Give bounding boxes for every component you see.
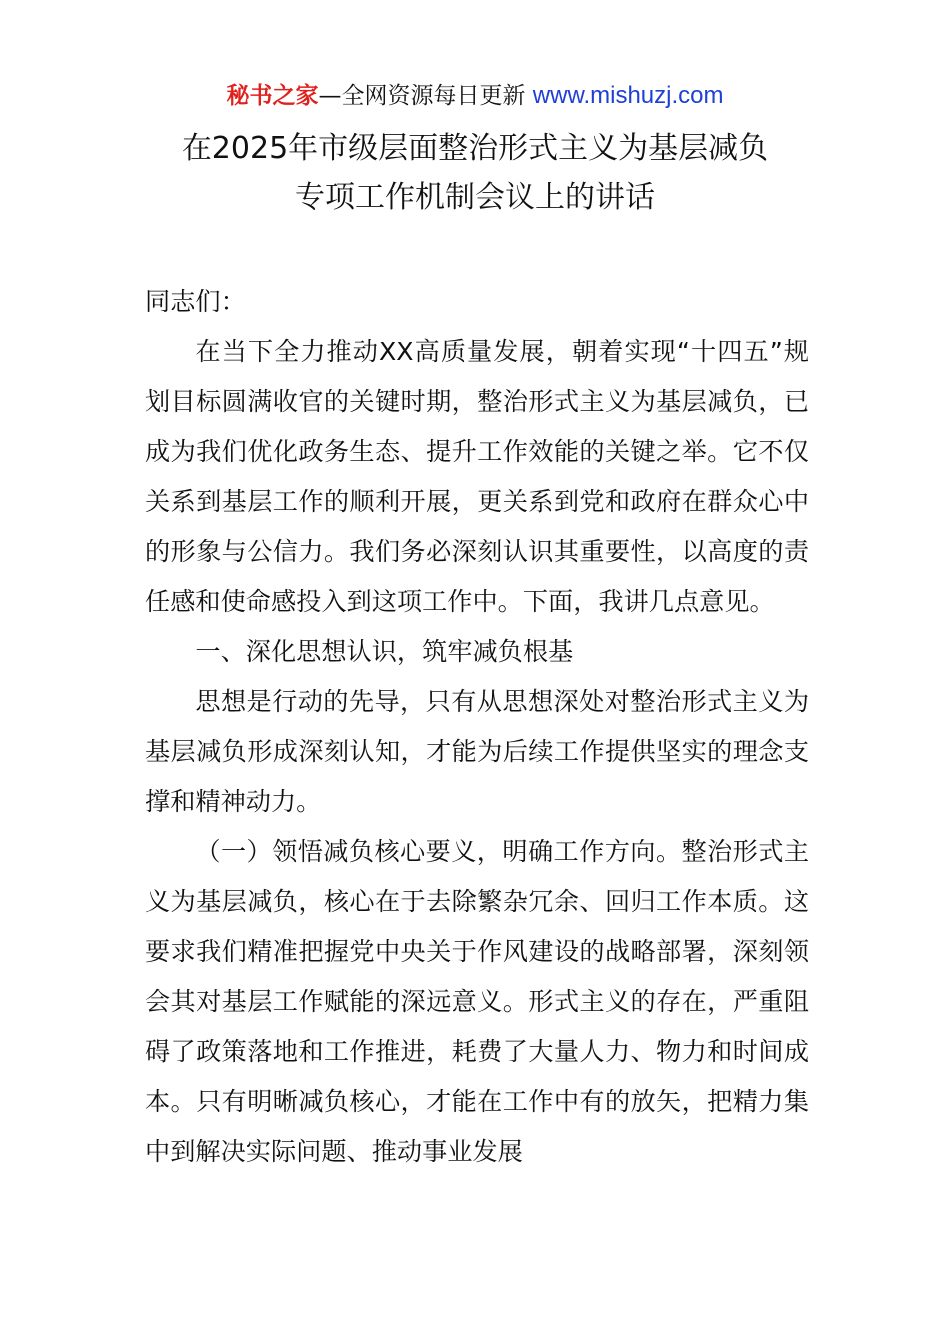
document-body	[145, 277, 809, 1177]
brand-name: 秘书之家	[226, 83, 319, 109]
site-header	[0, 80, 950, 112]
document-title-line-1: 在2025年市级层面整治形式主义为基层减负	[181, 131, 769, 166]
site-url[interactable]: www.mishuzj.com	[532, 82, 724, 109]
paragraph-intro: 在当下全力推动XX高质量发展，朝着实现“十四五”规划目标圆满收官的关键时期，整治形式主义为基层减负，已成为我们优化政务生态、提升工作效能的关键之举。它不仅关系到基层工作的顺利开展，更关系到党和政府在群众心中的形象与公信力。我们务必深刻认识其重要性，以高度的责任感和使命感投入到这项工作中。下面，我讲几点意见。	[145, 337, 809, 616]
greeting: 同志们：	[145, 287, 246, 316]
header-tagline: —全网资源每日更新	[318, 83, 533, 109]
document-title-line-2: 专项工作机制会议上的讲话	[295, 180, 655, 215]
section-heading-1: 一、深化思想认识，筑牢减负根基	[195, 637, 574, 666]
paragraph-subsection-1: （一）领悟减负核心要义，明确工作方向。整治形式主义为基层减负，核心在于去除繁杂冗余、回归工作本质。这要求我们精准把握党中央关于作风建设的战略部署，深刻领会其对基层工作赋能的深远意义。形式主义的存在，严重阻碍了政策落地和工作推进，耗费了大量人力、物力和时间成本。只有明晰减负核心，才能在工作中有的放矢，把精力集中到解决实际问题、推动事业发展	[145, 837, 809, 1166]
paragraph-section-1: 思想是行动的先导，只有从思想深处对整治形式主义为基层减负形成深刻认知，才能为后续工作提供坚实的理念支撑和精神动力。	[145, 687, 809, 816]
